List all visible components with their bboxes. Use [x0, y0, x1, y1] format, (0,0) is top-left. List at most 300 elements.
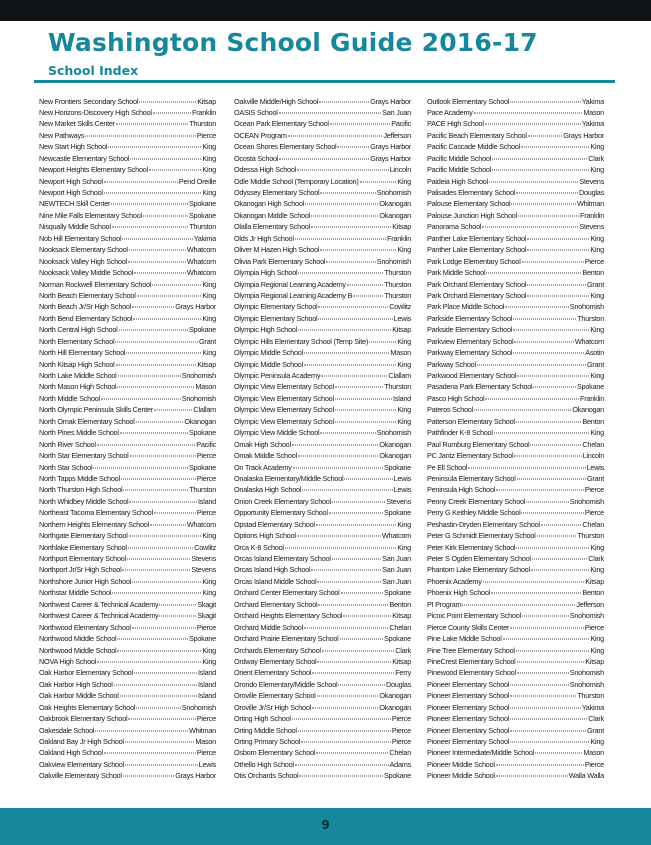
county-name: Whatcom: [574, 336, 604, 346]
county-name: King: [202, 279, 216, 289]
dot-leader: [528, 135, 562, 136]
school-name: Olympic Middle School: [234, 348, 303, 358]
school-name: Olalla Elementary School: [234, 222, 310, 232]
index-entry: [427, 713, 604, 724]
dot-leader: [311, 215, 378, 216]
county-name: San Juan: [382, 107, 411, 117]
school-name: Parkside Elementary School: [427, 325, 513, 335]
index-column-3: [427, 96, 604, 782]
school-name: Peter S Ogden Elementary School: [427, 554, 531, 563]
index-entry: [234, 130, 411, 141]
index-entry: [39, 484, 216, 495]
index-entry: [234, 667, 411, 678]
dot-leader: [125, 742, 195, 743]
county-name: Grant: [199, 336, 216, 346]
index-entry: [234, 713, 411, 724]
dot-leader: [532, 559, 587, 560]
county-name: Okanogan: [379, 199, 411, 209]
index-entry: [427, 107, 604, 118]
index-entry: [39, 462, 216, 473]
index-entry: [39, 96, 216, 107]
school-name: Parkview Elementary School: [427, 336, 514, 346]
dot-leader: [344, 478, 392, 479]
top-banner-bar: [0, 0, 651, 21]
school-name: Olympia High School: [234, 268, 298, 278]
school-name: Park Lodge Elementary School: [427, 256, 521, 266]
dot-leader: [134, 273, 186, 274]
county-name: Grays Harbor: [370, 153, 411, 163]
index-entry: [39, 198, 216, 209]
school-name: OASIS School: [234, 107, 278, 117]
county-name: Whitman: [576, 199, 604, 209]
county-name: Douglas: [385, 679, 411, 689]
school-name: Orchard Center Elementary School: [234, 588, 340, 598]
school-name: Oak Harbor High School: [39, 679, 113, 689]
dot-leader: [318, 604, 388, 605]
county-name: Snohomish: [181, 371, 216, 380]
county-name: King: [202, 153, 216, 163]
index-entry: [427, 553, 604, 564]
index-entry: [234, 221, 411, 232]
county-name: King: [397, 176, 411, 186]
school-name: Oliver M Hazen High School: [234, 245, 320, 255]
county-name: Walla Walla: [568, 771, 604, 781]
county-name: Spokane: [383, 508, 411, 518]
county-name: Island: [198, 668, 216, 678]
school-name: Orchard Middle School: [234, 622, 303, 632]
county-name: Pierce: [584, 759, 604, 769]
county-name: Pierce: [391, 714, 411, 724]
dot-leader: [129, 501, 197, 502]
school-name: Park Orchard Elementary School: [427, 279, 527, 289]
school-name: Pe Ell School: [427, 462, 468, 472]
dot-leader: [104, 193, 202, 194]
school-name: Pioneer Elementary School: [427, 702, 510, 712]
index-entry: [234, 610, 411, 621]
county-name: Chelan: [389, 622, 411, 632]
county-name: King: [202, 656, 216, 666]
county-name: Clark: [588, 714, 604, 724]
dot-leader: [95, 730, 188, 731]
dot-leader: [316, 524, 397, 525]
index-entry: [234, 370, 411, 381]
index-entry: [234, 336, 411, 347]
index-entry: [427, 141, 604, 152]
county-name: King: [397, 359, 411, 369]
county-name: Adams: [389, 759, 411, 769]
school-name: Northwood Middle School: [39, 634, 117, 644]
index-entry: [39, 290, 216, 301]
school-name: Peninsula High School: [427, 485, 496, 495]
index-entry: [234, 290, 411, 301]
index-entry: [39, 770, 216, 781]
dot-leader: [123, 490, 188, 491]
dot-leader: [347, 284, 383, 285]
index-entry: [234, 107, 411, 118]
index-entry: [234, 496, 411, 507]
school-name: Orca K-8 School: [234, 542, 284, 552]
dot-leader: [332, 501, 385, 502]
index-entry: [427, 381, 604, 392]
school-name: Northshore Junior High School: [39, 576, 132, 586]
school-name: Pace Academy: [427, 107, 473, 117]
school-name: Olympic Peninsula Academy: [234, 371, 321, 380]
school-name: Pacific Beach Elementary School: [427, 130, 527, 140]
dot-leader: [340, 639, 383, 640]
index-entry: [234, 153, 411, 164]
dot-leader: [129, 250, 186, 251]
index-entry: [39, 633, 216, 644]
school-name: Newport High School: [39, 188, 103, 197]
school-name: Olympic Elementary School: [234, 302, 318, 312]
county-name: Thurston: [384, 279, 411, 289]
school-name: North Olympic Peninsula Skills Center: [39, 405, 154, 415]
county-name: Grant: [587, 359, 604, 369]
dot-leader: [343, 616, 391, 617]
index-entry: [234, 359, 411, 370]
county-name: Pierce: [196, 451, 216, 461]
school-name: NOVA High School: [39, 656, 97, 666]
school-name: Parkway School: [427, 359, 476, 369]
index-entry: [427, 736, 604, 747]
county-name: King: [202, 531, 216, 541]
dot-leader: [486, 273, 581, 274]
dot-leader: [108, 147, 201, 148]
school-name: Phantom Lake Elementary School: [427, 565, 530, 575]
dot-leader: [143, 215, 188, 216]
school-name: New Market Skills Center: [39, 119, 115, 129]
county-name: King: [590, 371, 604, 380]
index-entry: [427, 153, 604, 164]
county-name: Pend Oreille: [178, 176, 216, 186]
dot-leader: [517, 661, 585, 662]
school-name: North Middle School: [39, 393, 100, 403]
county-name: San Juan: [382, 554, 411, 563]
county-name: Okanogan: [379, 702, 411, 712]
index-entry: [39, 107, 216, 118]
school-name: Palouse Junction High School: [427, 210, 517, 220]
school-name: New Pathways: [39, 130, 85, 140]
dot-leader: [297, 536, 381, 537]
county-name: Pacific: [196, 439, 216, 449]
school-name: North Bend Elementary School: [39, 313, 133, 323]
county-name: Pierce: [196, 748, 216, 758]
county-name: Grant: [587, 473, 604, 483]
index-entry: [427, 404, 604, 415]
index-entry: [39, 599, 216, 610]
school-name: Nine Mile Falls Elementary School: [39, 210, 142, 220]
county-name: Mason: [583, 748, 604, 758]
dot-leader: [304, 353, 389, 354]
dot-leader: [301, 742, 391, 743]
index-entry: [427, 130, 604, 141]
dot-leader: [531, 570, 590, 571]
school-name: Orting High School: [234, 714, 291, 724]
dot-leader: [136, 707, 181, 708]
county-name: Island: [198, 691, 216, 701]
county-name: Benton: [582, 416, 604, 426]
school-name: North Star Elementary School: [39, 451, 129, 461]
county-name: Chelan: [582, 519, 604, 529]
school-name: Oak Harbor Middle School: [39, 691, 119, 701]
dot-leader: [154, 410, 192, 411]
index-entry: [427, 530, 604, 541]
index-entry: [427, 542, 604, 553]
county-name: Whitman: [188, 725, 216, 735]
county-name: Thurston: [384, 382, 411, 392]
school-name: Opstad Elementary School: [234, 519, 315, 529]
school-name: Ocean Park Elementary School: [234, 119, 329, 129]
school-name: Pioneer Middle School: [427, 759, 495, 769]
county-name: King: [590, 565, 604, 575]
dot-leader: [317, 581, 381, 582]
index-entry: [427, 645, 604, 656]
school-name: Park Middle School: [427, 268, 486, 278]
dot-leader: [304, 364, 396, 365]
dot-leader: [299, 776, 383, 777]
dot-leader: [295, 238, 386, 239]
index-entry: [39, 313, 216, 324]
index-entry: [39, 530, 216, 541]
dot-leader: [338, 684, 385, 685]
dot-leader: [123, 776, 174, 777]
dot-leader: [316, 753, 388, 754]
county-name: Okanogan: [572, 405, 604, 415]
dot-leader: [130, 456, 196, 457]
school-name: Odessa High School: [234, 165, 297, 175]
school-name: North Beach Elementary School: [39, 290, 136, 300]
dot-leader: [474, 112, 583, 113]
county-name: Grant: [587, 279, 604, 289]
index-entry: [39, 667, 216, 678]
dot-leader: [101, 398, 181, 399]
school-name: OCEAN Program: [234, 130, 287, 140]
dot-leader: [353, 295, 383, 296]
index-entry: [39, 553, 216, 564]
dot-leader: [119, 330, 188, 331]
index-entry: [234, 313, 411, 324]
dot-leader: [298, 456, 378, 457]
dot-leader: [485, 398, 579, 399]
index-entry: [234, 198, 411, 209]
dot-leader: [521, 147, 589, 148]
county-name: Grays Harbor: [175, 771, 216, 781]
school-name: Peninsula Elementary School: [427, 473, 516, 483]
dot-leader: [120, 696, 197, 697]
dot-leader: [312, 673, 394, 674]
dot-leader: [122, 570, 190, 571]
school-name: Peter G Schmidt Elementary School: [427, 531, 536, 541]
dot-leader: [153, 112, 191, 113]
index-entry: [427, 370, 604, 381]
index-entry: [427, 656, 604, 667]
index-entry: [39, 679, 216, 690]
county-name: Pierce: [196, 714, 216, 724]
school-name: North Star School: [39, 462, 93, 472]
school-name: North Pines Middle School: [39, 428, 119, 438]
county-name: Okanogan: [379, 451, 411, 461]
dot-leader: [485, 124, 581, 125]
county-name: Franklin: [580, 393, 604, 403]
dot-leader: [311, 570, 381, 571]
index-entry: [234, 542, 411, 553]
county-name: King: [590, 245, 604, 255]
index-entry: [427, 690, 604, 701]
index-entry: [234, 187, 411, 198]
index-entry: [234, 450, 411, 461]
dot-leader: [292, 444, 378, 445]
dot-leader: [527, 284, 586, 285]
county-name: Kitsap: [392, 611, 411, 621]
county-name: Spokane: [383, 462, 411, 472]
dot-leader: [330, 124, 390, 125]
school-name: Oroville Jr/Sr High School: [234, 702, 312, 712]
school-name: Orcas Island High School: [234, 565, 311, 575]
dot-leader: [279, 112, 382, 113]
school-name: Nooksack Elementary School: [39, 245, 128, 255]
dot-leader: [516, 421, 582, 422]
dot-leader: [510, 719, 587, 720]
dot-leader: [320, 433, 375, 434]
school-name: Oak Harbor Elementary School: [39, 668, 133, 678]
school-name: Nob Hill Elementary School: [39, 233, 122, 243]
index-entry: [39, 324, 216, 335]
index-entry: [234, 473, 411, 484]
dot-leader: [133, 318, 201, 319]
county-name: Chelan: [389, 748, 411, 758]
dot-leader: [492, 170, 589, 171]
school-name: North Omak Elementary School: [39, 416, 135, 426]
school-name: Pasco High School: [427, 393, 485, 403]
county-name: San Juan: [382, 576, 411, 586]
dot-leader: [335, 410, 397, 411]
dot-leader: [510, 707, 581, 708]
school-name: Olympia Regional Learning Academy B: [234, 290, 353, 300]
index-entry: [427, 484, 604, 495]
school-name: Pateros School: [427, 405, 473, 415]
index-entry: [234, 439, 411, 450]
school-name: Odle Middle School (Temporary Location): [234, 176, 359, 186]
county-name: Yakima: [193, 233, 216, 243]
dot-leader: [483, 581, 585, 582]
county-name: Stevens: [579, 222, 604, 232]
index-column-1: [39, 96, 216, 782]
school-name: Pioneer Elementary School: [427, 725, 510, 735]
school-name: North Hill Elementary School: [39, 348, 126, 358]
county-name: Yakima: [581, 96, 604, 106]
dot-leader: [513, 330, 589, 331]
school-name: Orchards Elementary School: [234, 645, 321, 655]
index-entry: [234, 690, 411, 701]
county-name: Franklin: [580, 210, 604, 220]
school-name: North Elementary School: [39, 336, 115, 346]
dot-leader: [320, 250, 396, 251]
dot-leader: [337, 147, 369, 148]
school-name: Orcas Island Middle School: [234, 576, 317, 586]
school-name: Onalaska Elementary/Middle School: [234, 473, 344, 483]
index-entry: [427, 118, 604, 129]
county-name: Jefferson: [383, 130, 411, 140]
county-name: Lewis: [393, 473, 411, 483]
county-name: King: [202, 576, 216, 586]
school-name: Pioneer Elementary School: [427, 679, 510, 689]
county-name: Skagit: [197, 599, 216, 609]
dot-leader: [516, 547, 589, 548]
county-name: Snohomish: [569, 668, 604, 678]
title-underline-rule: [34, 80, 615, 83]
county-name: King: [590, 428, 604, 438]
school-name: Perry G Keithley Middle School: [427, 508, 521, 518]
school-name: Ordway Elementary School: [234, 656, 317, 666]
dot-leader: [335, 387, 383, 388]
dot-leader: [341, 593, 383, 594]
school-name: Palouse Elementary School: [427, 199, 511, 209]
index-entry: [39, 519, 216, 530]
dot-leader: [120, 433, 188, 434]
dot-leader: [503, 639, 590, 640]
index-entry: [39, 576, 216, 587]
index-entry: [39, 622, 216, 633]
index-entry: [234, 301, 411, 312]
county-name: Clark: [588, 554, 604, 563]
county-name: Kitsap: [392, 222, 411, 232]
school-name: Pathfinder K-8 School: [427, 428, 493, 438]
index-entry: [39, 130, 216, 141]
school-name: PineCrest Elementary School: [427, 656, 516, 666]
school-name: Nooksack Valley High School: [39, 256, 128, 266]
dot-leader: [104, 181, 178, 182]
dot-leader: [510, 696, 576, 697]
dot-leader: [482, 227, 578, 228]
county-name: Snohomish: [569, 611, 604, 621]
dot-leader: [305, 204, 378, 205]
county-name: King: [202, 313, 216, 323]
school-name: Orchard Elementary School: [234, 599, 318, 609]
index-entry: [427, 770, 604, 781]
dot-leader: [159, 616, 196, 617]
dot-leader: [489, 181, 578, 182]
county-name: Spokane: [383, 634, 411, 644]
dot-leader: [510, 684, 569, 685]
county-name: San Juan: [382, 565, 411, 575]
dot-leader: [295, 764, 389, 765]
county-name: Thurston: [189, 485, 216, 495]
school-name: North Kitsap High School: [39, 359, 115, 369]
county-name: Whatcom: [186, 245, 216, 255]
index-entry: [427, 462, 604, 473]
index-entry: [234, 404, 411, 415]
county-name: King: [590, 142, 604, 152]
county-name: Grays Harbor: [563, 130, 604, 140]
dot-leader: [518, 215, 579, 216]
index-entry: [427, 622, 604, 633]
school-name: Northwood Elementary School: [39, 622, 131, 632]
county-name: King: [397, 542, 411, 552]
school-name: Okanogan Middle School: [234, 210, 311, 220]
index-entry: [427, 324, 604, 335]
school-name: Pioneer Intermediate/Middle School: [427, 748, 535, 758]
county-name: King: [590, 737, 604, 746]
county-name: Pierce: [196, 508, 216, 518]
dot-leader: [510, 742, 589, 743]
county-name: Thurston: [384, 290, 411, 300]
index-entry: [39, 690, 216, 701]
county-name: Benton: [389, 599, 411, 609]
county-name: Spokane: [576, 382, 604, 392]
county-name: Lewis: [586, 462, 604, 472]
dot-leader: [318, 307, 388, 308]
county-name: Ferry: [395, 668, 411, 678]
